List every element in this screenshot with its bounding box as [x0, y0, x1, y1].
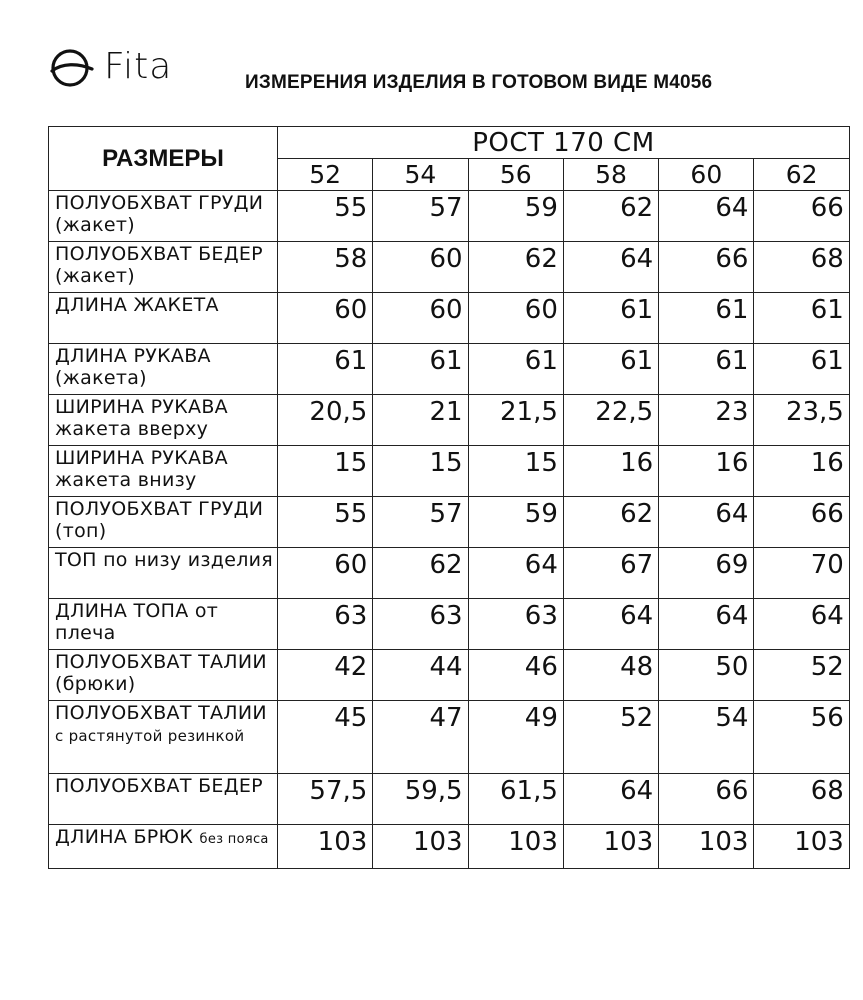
measurement-label: [49, 701, 278, 774]
measurement-value: 62: [468, 242, 563, 293]
measurement-label: [49, 446, 278, 497]
measurement-value: 23,5: [754, 395, 849, 446]
size-cell: 60: [659, 159, 754, 191]
document-title: ИЗМЕРЕНИЯ ИЗДЕЛИЯ В ГОТОВОМ ВИДЕ М4056: [245, 72, 713, 93]
measurement-value: 16: [659, 446, 754, 497]
measurement-value: 49: [468, 701, 563, 774]
measurement-value: 60: [373, 242, 468, 293]
measurement-value: 15: [278, 446, 373, 497]
measurement-label: [49, 191, 278, 242]
measurement-value: 46: [468, 650, 563, 701]
measurement-value: 59: [468, 191, 563, 242]
measurement-label-main: ПОЛУОБХВАТ ГРУДИ (жакет): [55, 192, 264, 236]
sizes-header: РАЗМЕРЫ: [49, 127, 278, 191]
measurement-value: 63: [373, 599, 468, 650]
measurement-value: 52: [563, 701, 658, 774]
measurement-label: [49, 344, 278, 395]
measurement-value: 64: [659, 191, 754, 242]
fita-logo-icon: [48, 44, 94, 90]
measurement-row: [49, 774, 850, 825]
size-cell: 52: [278, 159, 373, 191]
measurement-row: [49, 344, 850, 395]
measurement-row: [49, 395, 850, 446]
measurement-label-main: ДЛИНА БРЮК: [55, 826, 194, 848]
measurement-label: [49, 497, 278, 548]
measurement-value: 52: [754, 650, 849, 701]
measurement-value: 15: [468, 446, 563, 497]
measurement-value: 54: [659, 701, 754, 774]
measurement-value: 16: [754, 446, 849, 497]
measurement-value: 55: [278, 497, 373, 548]
measurement-value: 55: [278, 191, 373, 242]
measurement-row: [49, 650, 850, 701]
measurement-value: 66: [754, 497, 849, 548]
measurement-value: 62: [563, 497, 658, 548]
measurement-label: [49, 395, 278, 446]
size-cell: 56: [468, 159, 563, 191]
measurement-value: 64: [563, 774, 658, 825]
measurement-label-main: ШИРИНА РУКАВА жакета вверху: [55, 396, 228, 440]
size-table: [48, 126, 850, 869]
measurement-value: 69: [659, 548, 754, 599]
measurement-value: 63: [468, 599, 563, 650]
measurement-label-main: ДЛИНА РУКАВА (жакета): [55, 345, 211, 389]
measurement-row: [49, 701, 850, 774]
measurement-value: 63: [278, 599, 373, 650]
measurement-row: [49, 497, 850, 548]
measurement-value: 57,5: [278, 774, 373, 825]
measurement-value: 62: [373, 548, 468, 599]
size-cell: 54: [373, 159, 468, 191]
measurement-value: 103: [754, 825, 849, 869]
measurement-label-note: без пояса: [199, 832, 269, 847]
measurement-value: 45: [278, 701, 373, 774]
measurement-value: 61: [563, 293, 658, 344]
measurement-value: 47: [373, 701, 468, 774]
measurement-value: 70: [754, 548, 849, 599]
measurement-row: [49, 548, 850, 599]
measurement-value: 15: [373, 446, 468, 497]
measurement-row: [49, 293, 850, 344]
brand-logo: [48, 44, 172, 90]
measurement-value: 64: [754, 599, 849, 650]
measurement-label-main: ПОЛУОБХВАТ БЕДЕР (жакет): [55, 243, 263, 287]
measurement-value: 22,5: [563, 395, 658, 446]
measurement-row: [49, 242, 850, 293]
measurement-value: 66: [754, 191, 849, 242]
measurement-value: 66: [659, 774, 754, 825]
measurement-value: 103: [563, 825, 658, 869]
measurement-value: 61: [373, 344, 468, 395]
measurement-value: 103: [659, 825, 754, 869]
measurement-value: 67: [563, 548, 658, 599]
brand-name: Fita: [104, 46, 173, 87]
measurement-value: 103: [468, 825, 563, 869]
measurement-label-main: ДЛИНА ЖАКЕТА: [55, 294, 219, 316]
measurement-value: 44: [373, 650, 468, 701]
measurement-row: [49, 191, 850, 242]
measurement-label-main: ПОЛУОБХВАТ ТАЛИИ: [55, 702, 267, 724]
measurement-value: 16: [563, 446, 658, 497]
measurement-label-main: ПОЛУОБХВАТ ТАЛИИ (брюки): [55, 651, 267, 695]
measurement-value: 61: [468, 344, 563, 395]
measurement-value: 58: [278, 242, 373, 293]
measurement-value: 61: [659, 344, 754, 395]
measurement-value: 64: [659, 599, 754, 650]
measurement-value: 61: [754, 293, 849, 344]
measurement-value: 21: [373, 395, 468, 446]
measurement-value: 61: [754, 344, 849, 395]
measurement-value: 68: [754, 242, 849, 293]
measurement-value: 61,5: [468, 774, 563, 825]
measurement-row: [49, 446, 850, 497]
measurement-value: 60: [278, 293, 373, 344]
measurement-value: 68: [754, 774, 849, 825]
measurement-value: 64: [468, 548, 563, 599]
measurement-label-main: ДЛИНА ТОПА от плеча: [55, 600, 219, 644]
measurement-value: 61: [278, 344, 373, 395]
measurement-label: [49, 293, 278, 344]
measurement-value: 103: [373, 825, 468, 869]
measurement-row: [49, 825, 850, 869]
measurement-value: 60: [468, 293, 563, 344]
measurement-value: 61: [563, 344, 658, 395]
measurement-value: 42: [278, 650, 373, 701]
measurement-label: [49, 242, 278, 293]
measurement-value: 57: [373, 191, 468, 242]
measurement-value: 20,5: [278, 395, 373, 446]
measurement-value: 60: [278, 548, 373, 599]
measurement-label-main: ТОП по низу изделия: [55, 549, 274, 571]
measurement-label-main: ПОЛУОБХВАТ ГРУДИ (топ): [55, 498, 264, 542]
size-cell: 58: [563, 159, 658, 191]
measurement-value: 64: [659, 497, 754, 548]
measurement-row: [49, 599, 850, 650]
measurement-value: 21,5: [468, 395, 563, 446]
measurement-label-main: ШИРИНА РУКАВА жакета внизу: [55, 447, 228, 491]
header-row: [49, 127, 850, 159]
measurement-value: 57: [373, 497, 468, 548]
measurement-label: [49, 650, 278, 701]
measurement-value: 60: [373, 293, 468, 344]
measurement-label: [49, 825, 278, 869]
measurement-value: 61: [659, 293, 754, 344]
measurement-value: 64: [563, 599, 658, 650]
measurement-value: 62: [563, 191, 658, 242]
measurement-label: [49, 774, 278, 825]
measurement-label: [49, 548, 278, 599]
size-cell: 62: [754, 159, 849, 191]
measurement-value: 103: [278, 825, 373, 869]
measurement-value: 56: [754, 701, 849, 774]
measurement-label: [49, 599, 278, 650]
measurement-value: 59: [468, 497, 563, 548]
measurement-value: 59,5: [373, 774, 468, 825]
measurement-value: 23: [659, 395, 754, 446]
measurement-value: 64: [563, 242, 658, 293]
measurement-value: 66: [659, 242, 754, 293]
measurement-value: 50: [659, 650, 754, 701]
height-header: РОСТ 170 СМ: [278, 127, 850, 159]
measurement-value: 48: [563, 650, 658, 701]
measurement-label-note: с растянутой резинкой: [55, 727, 245, 745]
measurement-label-main: ПОЛУОБХВАТ БЕДЕР: [55, 775, 263, 797]
